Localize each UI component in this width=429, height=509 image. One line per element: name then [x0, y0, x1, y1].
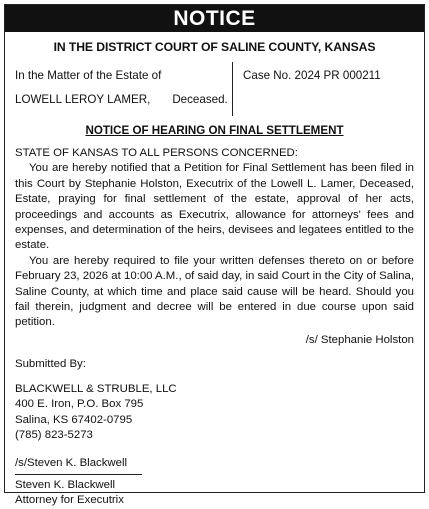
decedent-name: LOWELL LEROY LAMER,: [15, 93, 151, 106]
case-number: Case No. 2024 PR 000211: [243, 69, 381, 82]
attorney-block: [15, 478, 424, 509]
firm-phone: (785) 823-5273: [15, 428, 93, 441]
firm-name: BLACKWELL & STRUBLE, LLC: [15, 382, 177, 395]
attorney-role: Attorney for Executrix: [15, 494, 124, 507]
submitted-by: Submitted By:: [15, 358, 86, 371]
caption-left: [15, 64, 228, 112]
deceased-label: Deceased.: [172, 93, 228, 106]
firm-address-2: Salina, KS 67402-0795: [15, 413, 133, 426]
caption-divider: [232, 62, 233, 116]
matter-line: In the Matter of the Estate of: [15, 69, 162, 82]
attorney-signature: /s/Steven K. Blackwell: [15, 456, 142, 474]
firm-block: [15, 382, 424, 444]
case-caption: [5, 62, 424, 124]
paragraph-hearing: You are hereby required to file your written defenses thereto on or before February 23, 2026 at 10:00 A.M., of said day, in said Court in the City of Salina, Saline County, at which time and place said cause will be heard. Should you fail therein, judgment and decree will be entered in due course upon said petition.: [15, 254, 414, 329]
decedent-line: [15, 88, 228, 112]
notice-title: NOTICE OF HEARING ON FINAL SETTLEMENT: [85, 124, 344, 137]
notice-banner: NOTICE: [5, 5, 424, 32]
court-heading: IN THE DISTRICT COURT OF SALINE COUNTY, KANSAS: [53, 40, 376, 54]
paragraph-petition: You are hereby notified that a Petition for Final Settlement has been filed in this Court by Stephanie Holston, Executrix of the Lowell L. Lamer, Deceased, Estate, praying for final settlement of the estate, approval of her acts, proceedings and accounts as Executrix, allowance for attorneys' fees and expenses, and determination of the heirs, devisees and legatees entitled to the estate.: [15, 162, 414, 252]
firm-address-1: 400 E. Iron, P.O. Box 795: [15, 398, 144, 411]
executrix-signature: /s/ Stephanie Holston: [305, 333, 414, 346]
attorney-name: Steven K. Blackwell: [15, 478, 116, 491]
salutation: STATE OF KANSAS TO ALL PERSONS CONCERNED:: [15, 147, 298, 159]
legal-notice: [4, 4, 425, 507]
submitted-block: [5, 357, 424, 508]
notice-body: [5, 146, 424, 331]
